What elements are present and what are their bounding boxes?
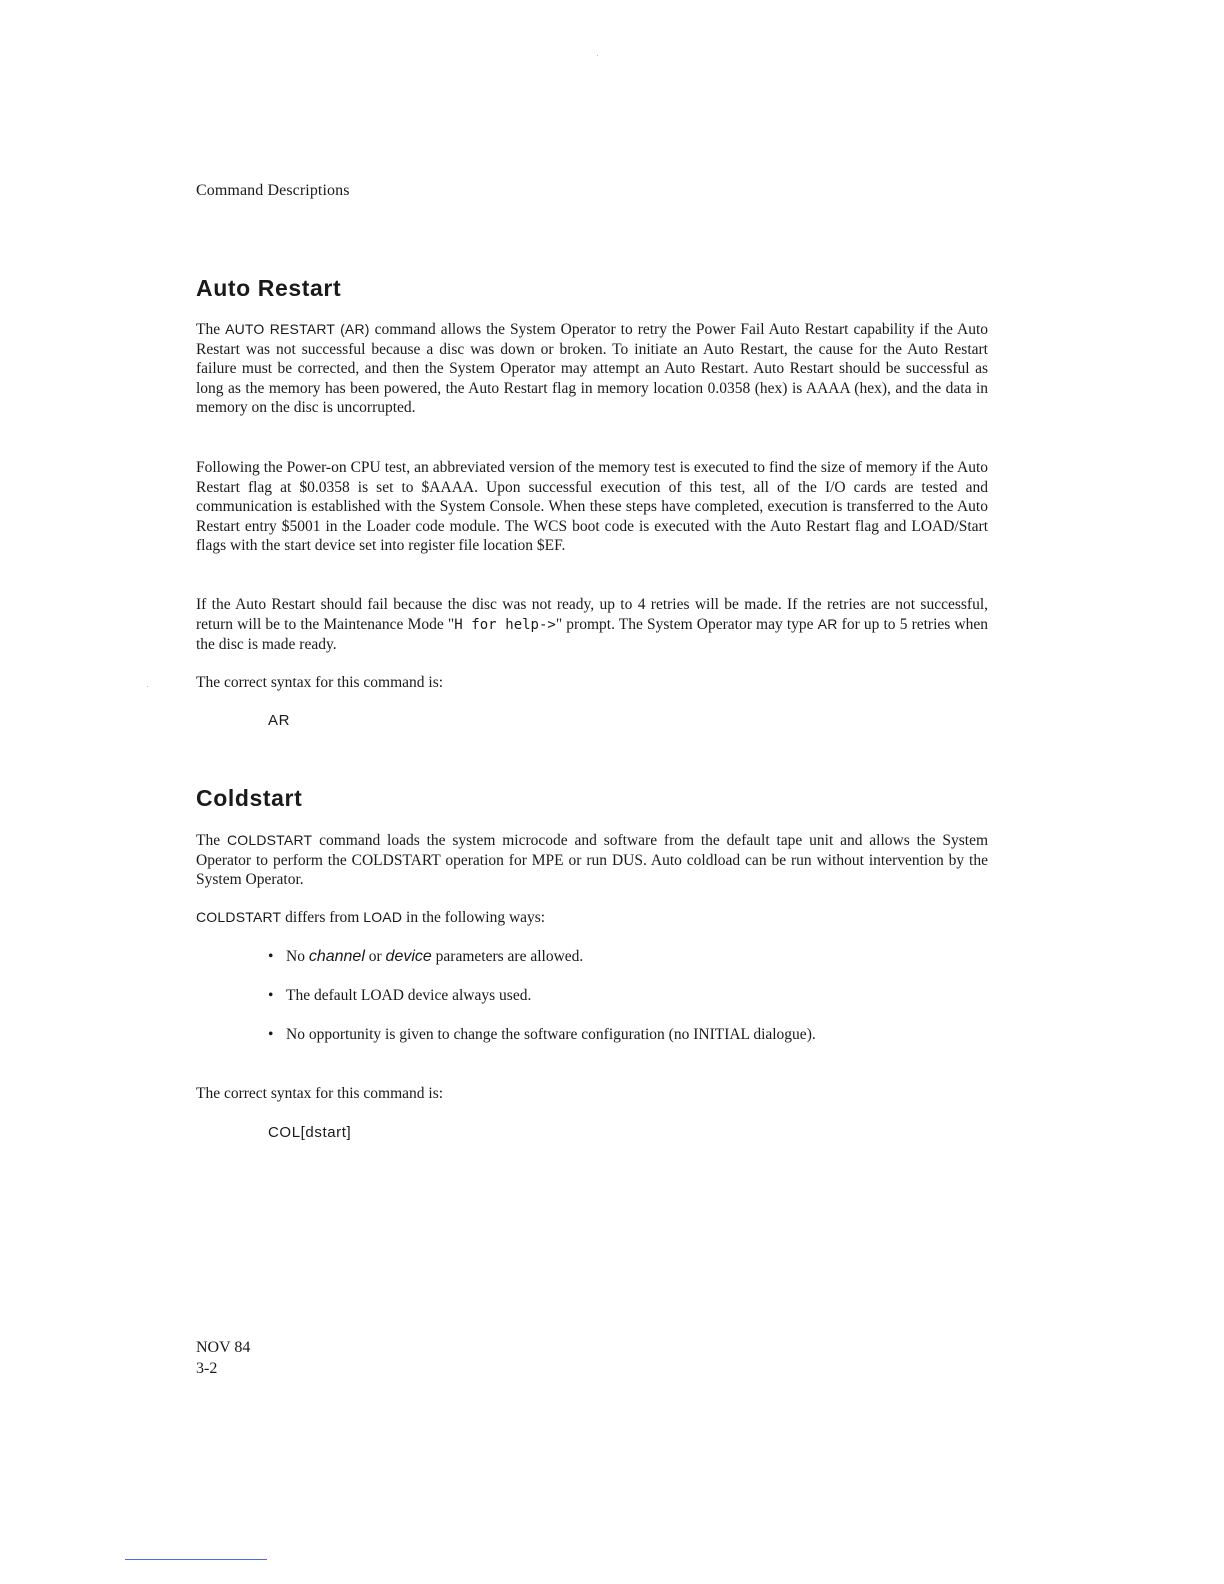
coldstart-paragraph-2 bbox=[196, 908, 988, 928]
text-run: in the following ways: bbox=[406, 909, 546, 926]
auto-restart-syntax-intro: The correct syntax for this command is: bbox=[196, 674, 444, 691]
text-run: parameters are allowed. bbox=[435, 948, 584, 965]
coldstart-differences-list bbox=[268, 947, 968, 1064]
text-run: command loads the system microcode and software from the default tape unit and allows the System Operator to perform the COLDSTART operation for MPE or run DUS. Auto coldload can be run without intervention by the System Operator. bbox=[196, 832, 989, 889]
text-run: If the Auto Restart should fail because the disc was not ready, up to 4 retries will be made. If the retries are not successful, return will be to the Maintenance Mode " bbox=[196, 596, 988, 633]
command-name: AR bbox=[817, 615, 838, 632]
section-title-coldstart: Coldstart bbox=[196, 785, 303, 811]
text-run: or bbox=[368, 948, 382, 965]
text-run: No bbox=[286, 948, 305, 965]
text-run: differs from bbox=[285, 909, 360, 926]
command-name: COLDSTART bbox=[226, 832, 313, 848]
coldstart-paragraph-1 bbox=[196, 831, 988, 890]
auto-restart-paragraph-1 bbox=[196, 320, 988, 418]
bullet-icon: • bbox=[268, 948, 274, 965]
auto-restart-syntax: AR bbox=[268, 712, 291, 729]
parameter-name: device bbox=[385, 948, 432, 965]
scan-speck bbox=[597, 55, 598, 56]
list-item bbox=[268, 947, 968, 986]
running-head: Command Descriptions bbox=[196, 182, 350, 199]
command-name: COLDSTART bbox=[196, 909, 282, 925]
text-run: for up to 5 retries when the disc is made ready. bbox=[196, 615, 989, 654]
coldstart-syntax-intro: The correct syntax for this command is: bbox=[196, 1085, 444, 1102]
command-name: AUTO RESTART (AR) bbox=[225, 321, 370, 337]
section-title-auto-restart: Auto Restart bbox=[196, 275, 342, 301]
text-run: The bbox=[196, 832, 221, 849]
text-run: " prompt. The System Operator may type bbox=[555, 615, 814, 633]
command-name: LOAD bbox=[363, 909, 403, 925]
bullet-icon: • bbox=[268, 987, 274, 1004]
auto-restart-paragraph-3 bbox=[196, 595, 988, 655]
text-run: The default LOAD device always used. bbox=[286, 987, 532, 1004]
footer-page-number: 3-2 bbox=[196, 1360, 218, 1377]
maintenance-prompt: H for help-> bbox=[454, 616, 556, 633]
footer-date: NOV 84 bbox=[196, 1339, 251, 1356]
auto-restart-paragraph-2: Following the Power-on CPU test, an abbreviated version of the memory test is executed to find the size of memory if the Auto Restart flag at $0.0358 is set to $AAAA. Upon successful execution of this test, all of the I/O cards are tested and communication is established with the System Console. When these steps have completed, execution is transferred to the Auto Restart entry $5001 in the Loader code module. The WCS boot code is executed with the Auto Restart flag and LOAD/Start flags with the start device set into register file location $EF. bbox=[196, 459, 988, 555]
list-item bbox=[268, 1025, 968, 1064]
text-run: The bbox=[196, 321, 221, 338]
list-item bbox=[268, 986, 968, 1025]
parameter-name: channel bbox=[308, 948, 365, 965]
bullet-icon: • bbox=[268, 1026, 274, 1043]
text-run: No opportunity is given to change the software configuration (no INITIAL dialogue). bbox=[286, 1026, 816, 1043]
bottom-rule bbox=[125, 1559, 267, 1560]
text-run: command allows the System Operator to retry the Power Fail Auto Restart capability if the Auto Restart was not successful because a disc was down or broken. To initiate an Auto Restart, the cause for the Auto Restart failure must be corrected, and then the System Operator may attempt an Auto Restart. Auto Restart should be successful as long as the memory has been powered, the Auto Restart flag in memory location 0.0358 (hex) is AAAA (hex), and the data in memory on the disc is uncorrupted. bbox=[196, 321, 989, 417]
scan-speck bbox=[147, 686, 148, 687]
coldstart-syntax: COL[dstart] bbox=[268, 1124, 352, 1141]
